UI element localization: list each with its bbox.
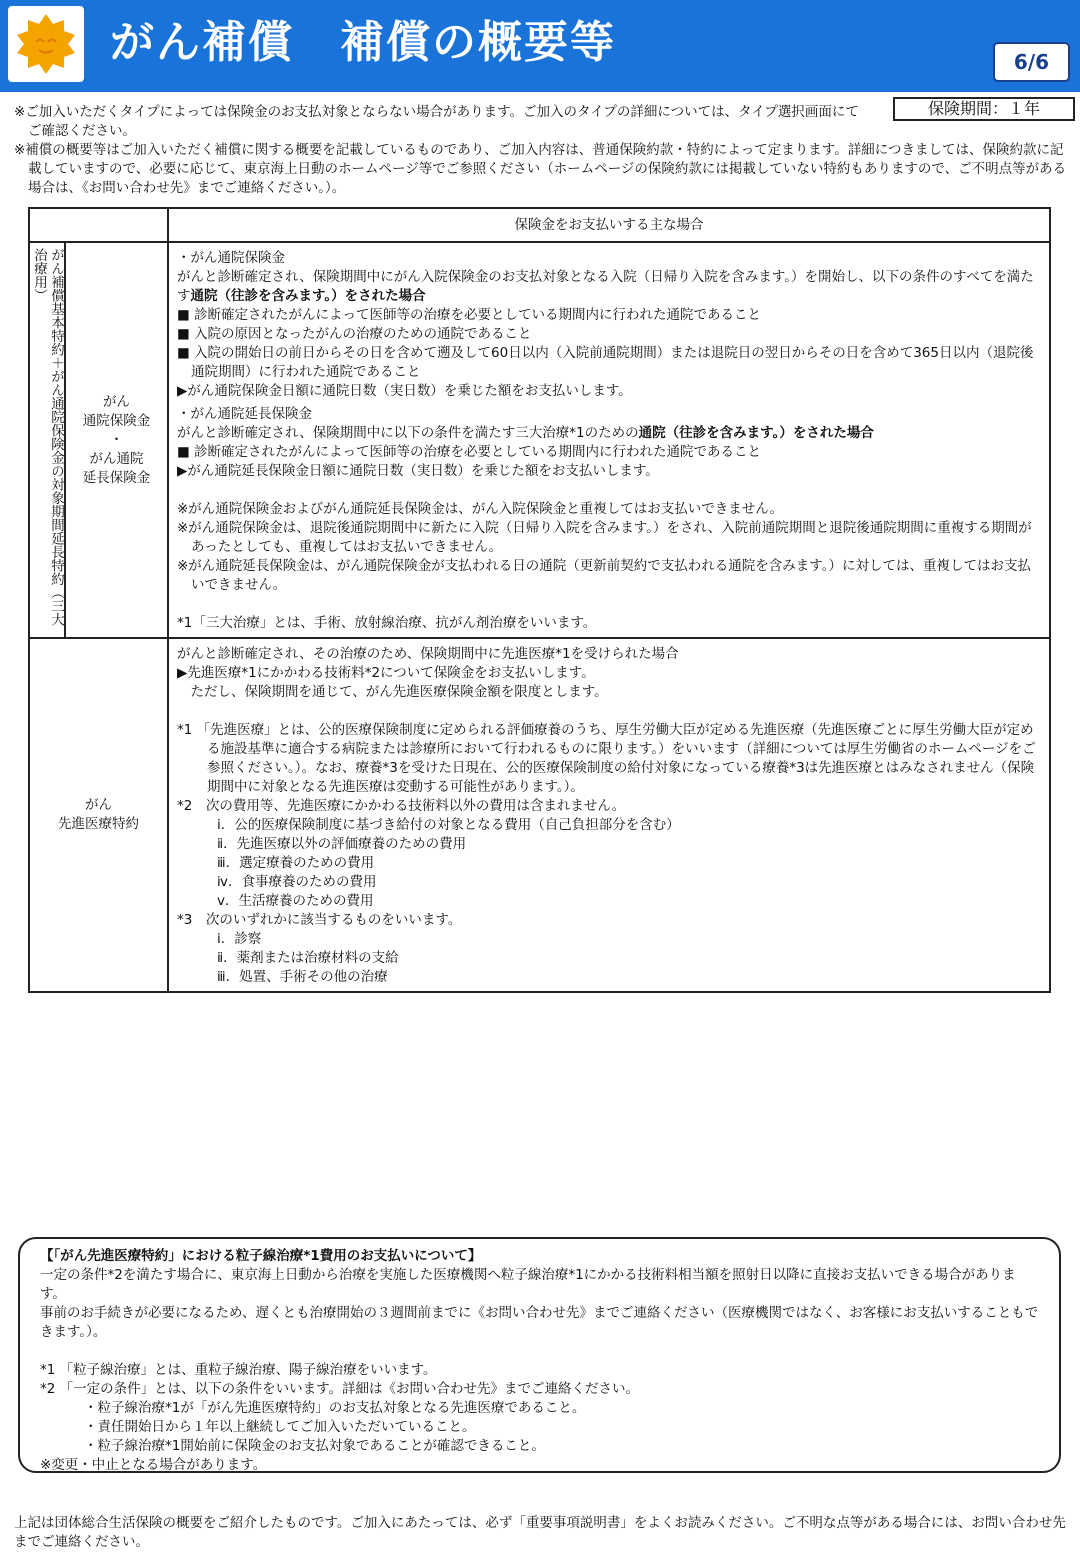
row1-sub-line: ・ [109, 431, 124, 448]
box-footnote: *2 「一定の条件」とは、以下の条件をいいます。詳細は《お問い合わせ先》までご連絡ください。 [40, 1381, 640, 1397]
table-header: 保険金をお支払いする主な場合 [168, 208, 1050, 242]
remark: ※がん通院保険金は、退院後通院期間中に新たに入院（日帰り入院を含みます。）をされ、入院前通院期間と退院後通院期間に重複する期間があったとしても、重複してはお支払いできません。 [177, 520, 1032, 555]
s1-body-text: がんと診断確定され、保険期間中にがん入院保険金のお支払対象となる入院（日帰り入院を含みます。）を開始し、以下の条件のすべてを満たす [177, 269, 1034, 304]
s2-body-text: がんと診断確定され、保険期間中に以下の条件を満たす三大治療*1のための [177, 425, 639, 441]
row2-footnote: *2 次の費用等、先進医療にかかわる技術料以外の費用は含まれません。 [177, 798, 626, 814]
s1-payment: ▶がん通院保険金日額に通院日数（実日数）を乗じた額をお支払いします。 [177, 383, 632, 399]
row2-footnote-item: ⅲ．選定療養のための費用 [217, 855, 375, 871]
row2-line: ▶先進医療*1にかかわる技術料*2について保険金をお支払いします。 [177, 665, 595, 681]
box-note: ※変更・中止となる場合があります。 [40, 1457, 267, 1473]
table-header-row [29, 208, 1050, 242]
row2-category-line: がん [85, 797, 112, 813]
particle-therapy-box [18, 1237, 1061, 1473]
page-title: がん補償 補償の概要等 [110, 17, 616, 68]
sun-logo-icon [8, 6, 84, 82]
s2-body [177, 424, 1041, 443]
row1-category-label: がん補償基本特約＋がん通院保険金の対象期間延長特約（三大治療用） [31, 247, 64, 626]
row1-category [29, 242, 65, 638]
row2-category [29, 638, 168, 992]
row1-sub-line: がん通院 [89, 450, 144, 467]
s2-title: ・がん通院延長保険金 [177, 406, 312, 422]
page-header [0, 0, 1080, 92]
coverage-table [28, 207, 1051, 993]
s2-condition: ■ 診断確定されたがんによって医師等の治療を必要としている期間内に行われた通院であること [177, 444, 762, 460]
remark: ※がん通院保険金およびがん通院延長保険金は、がん入院保険金と重複してはお支払いできません。 [177, 501, 784, 517]
table-row [29, 638, 1050, 992]
row2-line: ただし、保険期間を通じて、がん先進医療保険金額を限度とします。 [177, 684, 608, 700]
row2-footnote: *1 「先進医療」とは、公的医療保険制度に定められる評価療養のうち、厚生労働大臣が定める先進医療（先進医療ごとに厚生労働大臣が定める施設基準に適合する病院または診療所において行われるものに限ります。）をいいます（詳細については厚生労働省のホームページをご参照ください。）。なお、療養*3を受けた日現在、公的医療保険制度の給付対象になっている療養*3は先進医療とはみなされません（保険期間中に対象となる先進医療は変動する可能性があります。）。 [177, 722, 1036, 795]
s1-condition: ■ 診断確定されたがんによって医師等の治療を必要としている期間内に行われた通院であること [177, 307, 762, 323]
row2-footnote-item: ⅴ．生活療養のための費用 [217, 893, 374, 909]
row2-footnote: *3 次のいずれかに該当するものをいいます。 [177, 912, 462, 928]
row2-footnote-item: ⅳ．食事療養のための費用 [217, 874, 377, 890]
row1-content [168, 242, 1050, 638]
page-footer: 上記は団体総合生活保険の概要をご紹介したものです。ご加入にあたっては、必ず「重要事項説明書」をよくお読みください。ご不明な点等がある場合には、お問い合わせ先までご連絡ください。 [14, 1515, 1066, 1550]
box-paragraph: 事前のお手続きが必要になるため、遅くとも治療開始の３週間前までに《お問い合わせ先》までご連絡ください（医療機関ではなく、お客様にお支払いすることもできます。）。 [40, 1305, 1039, 1340]
s2-payment: ▶がん通院延長保険金日額に通院日数（実日数）を乗じた額をお支払いします。 [177, 463, 659, 479]
box-condition: ・責任開始日から１年以上継続してご加入いただいていること。 [84, 1419, 476, 1435]
row1-sub-line: がん [103, 393, 130, 410]
row2-footnote-item: ⅲ．処置、手術その他の治療 [217, 969, 388, 985]
s1-body-bold: 通院（往診を含みます。）をされた場合 [190, 288, 426, 304]
remark: ※がん通院延長保険金は、がん通院保険金が支払われる日の通院（更新前契約で支払われる通院を含みます。）に対しては、重複してはお支払いできません。 [177, 558, 1031, 593]
s1-condition: ■ 入院の開始日の前日からその日を含めて遡及して60日以内（入院前通院期間）または退院日の翌日からその日を含めて365日以内（退院後通院期間）に行われた通院であること [177, 345, 1034, 380]
row2-footnote-item: ⅱ．先進医療以外の評価療養のための費用 [217, 836, 467, 852]
box-condition: ・粒子線治療*1開始前に保険金のお支払対象であることが確認できること。 [84, 1438, 545, 1454]
box-title: 【「がん先進医療特約」における粒子線治療*1費用のお支払いについて】 [40, 1248, 482, 1264]
box-paragraph: 一定の条件*2を満たす場合に、東京海上日動から治療を実施した医療機関へ粒子線治療*1にかかる技術料相当額を照射日以降に直接お支払いできる場合があります。 [40, 1267, 1016, 1302]
row1-sub-line: 延長保険金 [82, 469, 151, 486]
row1-sub-line: 通院保険金 [82, 412, 151, 429]
s2-body-bold: 通院（往診を含みます。）をされた場合 [638, 425, 874, 441]
table-header-blank [29, 208, 168, 242]
notes [14, 103, 1070, 198]
box-condition: ・粒子線治療*1が「がん先進医療特約」のお支払対象となる先進医療であること。 [84, 1400, 586, 1416]
box-footnote: *1 「粒子線治療」とは、重粒子線治療、陽子線治療をいいます。 [40, 1362, 437, 1378]
footnote: *1「三大治療」とは、手術、放射線治療、抗がん剤治療をいいます。 [177, 615, 597, 631]
insurance-period-badge: 保険期間：１年 [893, 97, 1075, 121]
row2-footnote-item: ⅱ．薬剤または治療材料の支給 [217, 950, 399, 966]
s1-condition: ■ 入院の原因となったがんの治療のための通院であること [177, 326, 532, 342]
row1-subcategory [65, 242, 168, 638]
s1-body [177, 268, 1041, 306]
note-summary: ※補償の概要等はご加入いただく補償に関する概要を記載しているものであり、ご加入内容は、普通保険約款・特約によって定まります。詳細につきましては、保険約款に記載していますので、必要に応じて、東京海上日動のホームページ等でご参照ください（ホームページの保険約款には掲載していない特約もありますので、ご不明点等がある場合は、《お問い合わせ先》までご連絡ください。）。 [14, 142, 1067, 196]
row2-footnote-item: ⅰ．公的医療保険制度に基づき給付の対象となる費用（自己負担部分を含む） [217, 817, 680, 833]
table-row [29, 242, 1050, 638]
row2-line: がんと診断確定され、その治療のため、保険期間中に先進医療*1を受けられた場合 [177, 646, 679, 662]
note-type: ※ご加入いただくタイプによっては保険金のお支払対象とならない場合があります。ご加入のタイプの詳細については、タイプ選択画面にてご確認ください。 [14, 104, 859, 139]
row2-footnote-item: ⅰ．診察 [217, 931, 262, 947]
s1-title: ・がん通院保険金 [177, 250, 285, 266]
row2-category-line: 先進医療特約 [58, 816, 139, 832]
page-number: 6/6 [993, 42, 1070, 82]
row2-content [168, 638, 1050, 992]
